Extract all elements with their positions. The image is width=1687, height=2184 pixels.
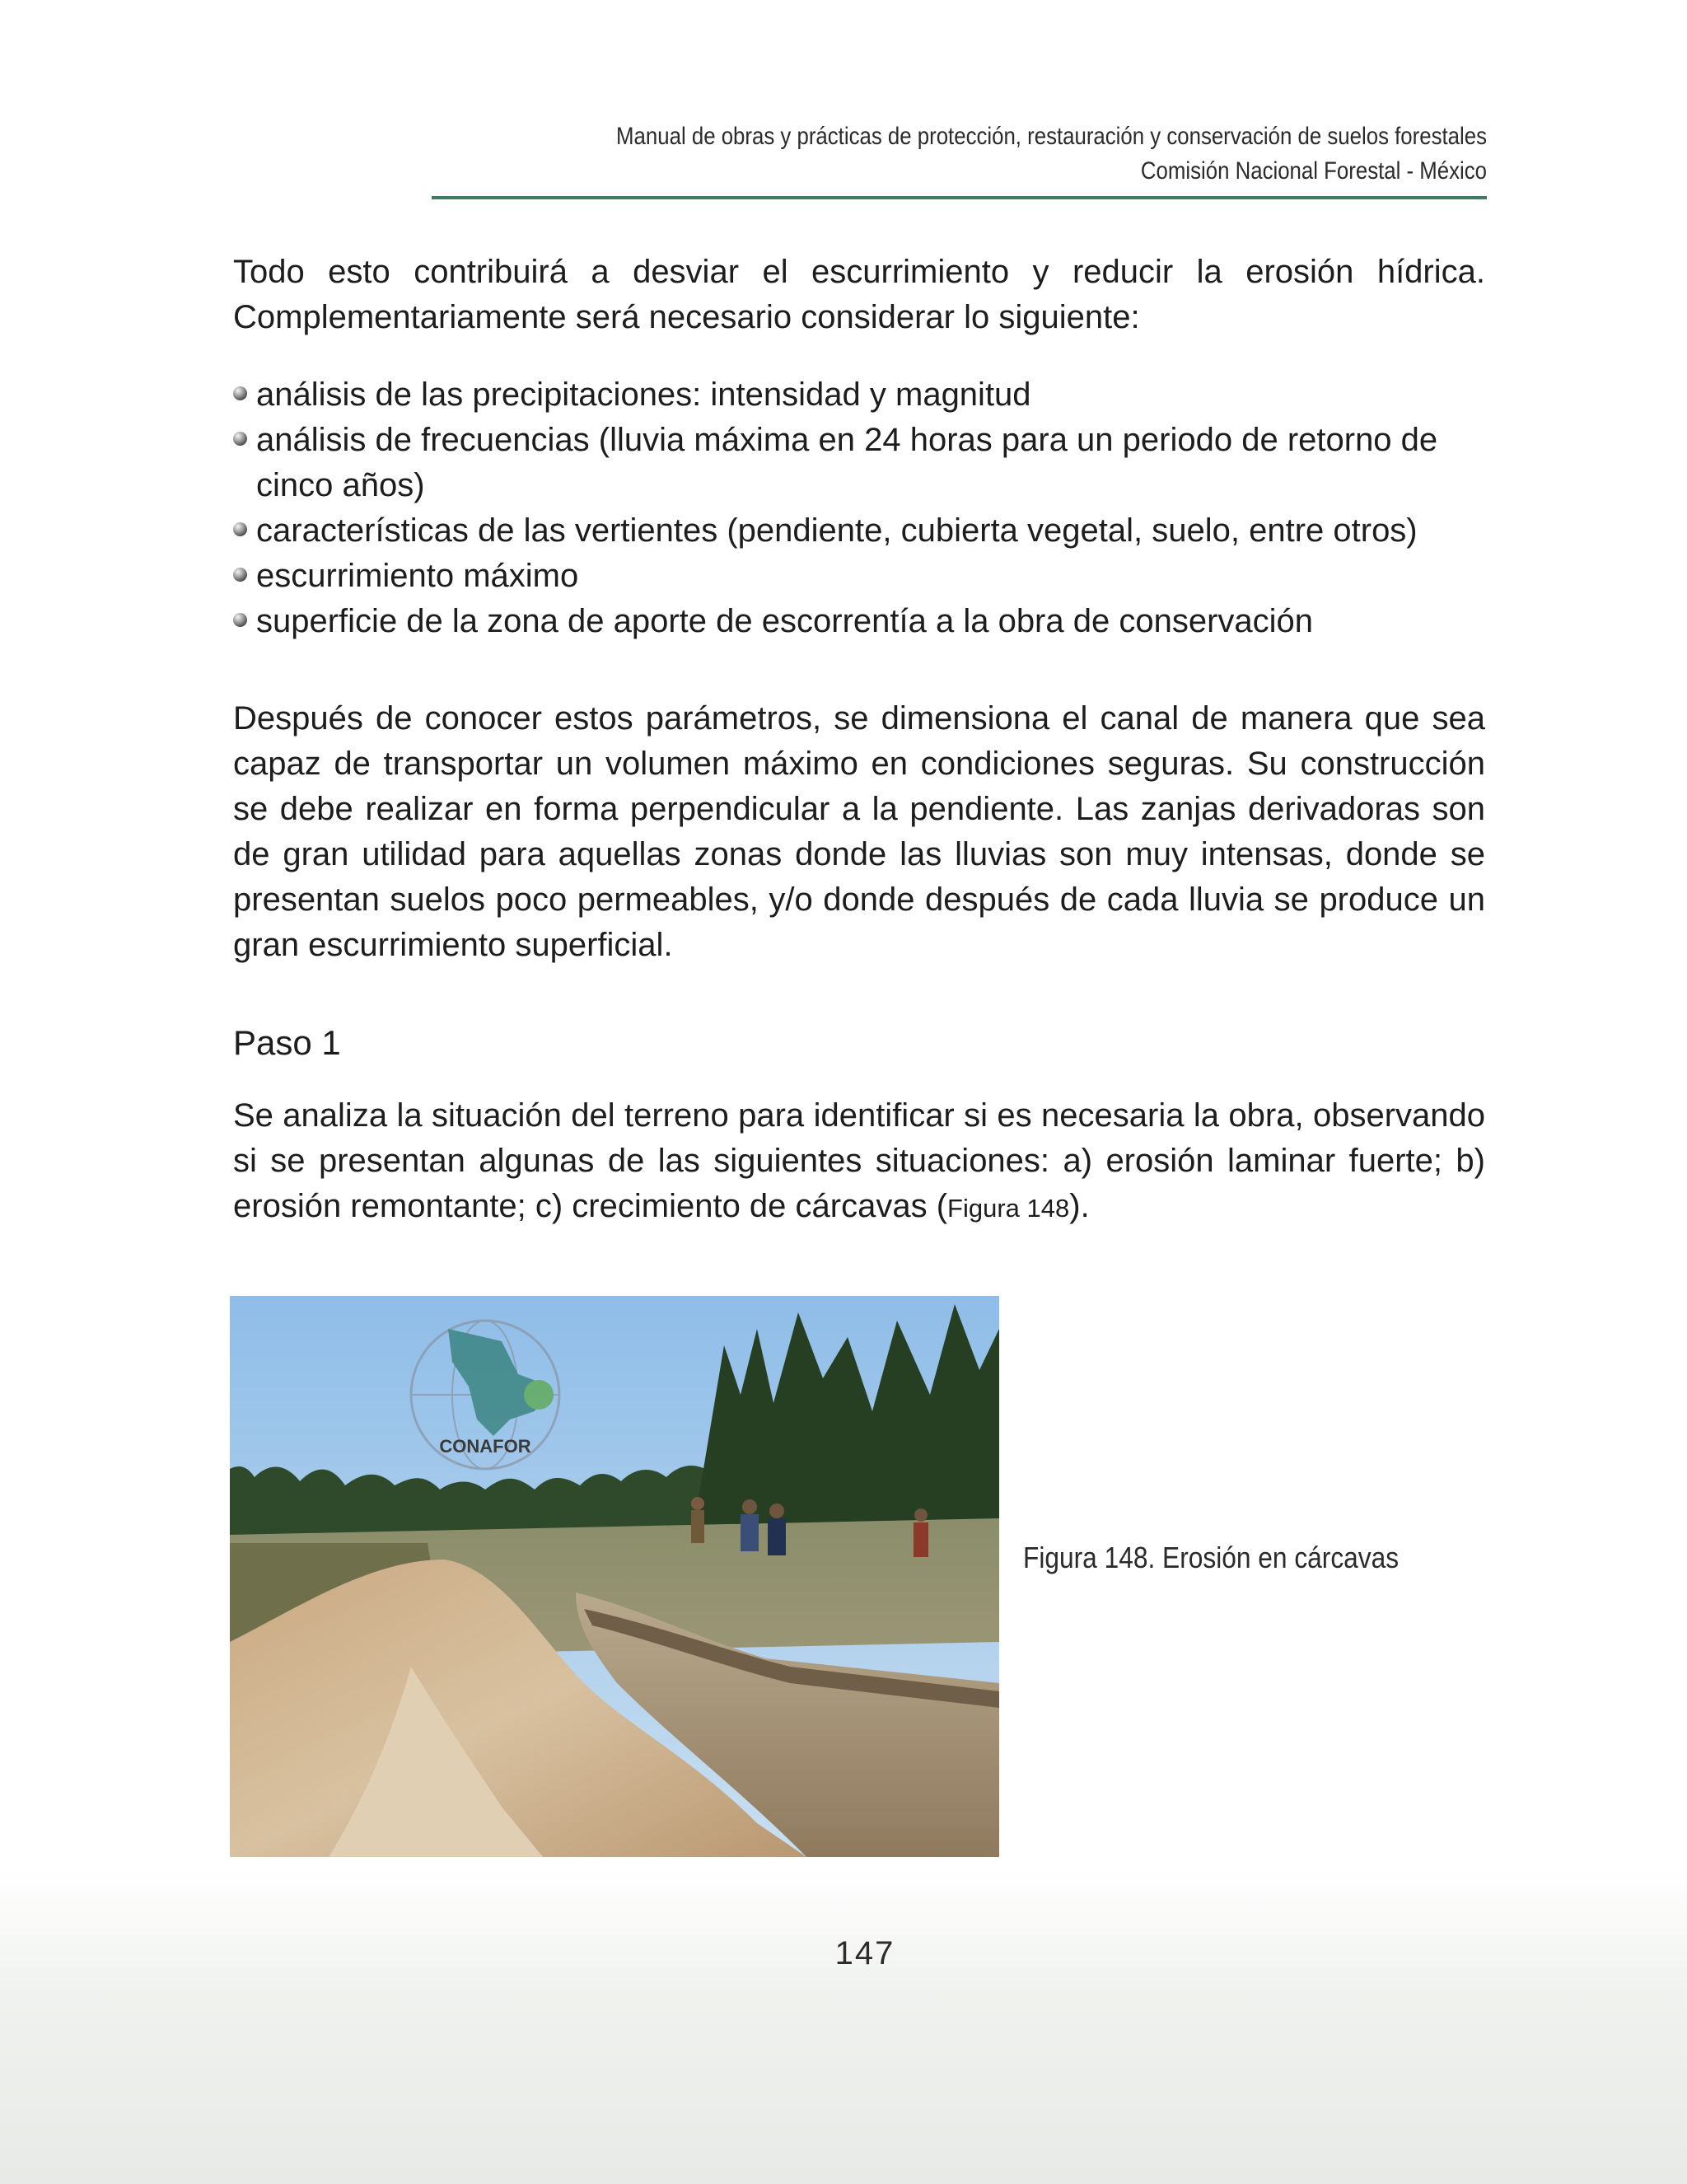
list-item (233, 372, 1485, 418)
figure-caption: Figura 148. Erosión en cárcavas (1023, 1541, 1400, 1574)
bullet-icon (233, 432, 247, 446)
bullet-icon (233, 386, 247, 400)
step-paragraph (233, 1093, 1485, 1231)
list-item-text: superficie de la zona de aporte de escorrentía a la obra de conservación (256, 603, 1314, 639)
bullet-icon (233, 522, 247, 536)
figure-reference: Figura 148 (947, 1194, 1070, 1223)
list-item (233, 599, 1485, 644)
header-manual-title: Manual de obras y prácticas de protección, restauración y conservación de suelos forestales (616, 123, 1487, 150)
intro-paragraph: Todo esto contribuirá a desviar el escurrimiento y reducir la erosión hídrica. Complementariamente será necesario considerar lo siguiente: (233, 254, 1485, 335)
page-number: 147 (834, 1935, 895, 1971)
list-item-text: análisis de frecuencias (lluvia máxima en 24 horas para un periodo de retorno de cinco años) (256, 422, 1438, 503)
step-text-end: ). (1069, 1188, 1090, 1224)
step-text: Se analiza la situación del terreno para identificar si es necesaria la obra, observando si se presentan algunas de las siguientes situaciones: a) erosión laminar fuerte; b) erosión remontante; c) crecimiento de cárcavas ( (233, 1097, 1485, 1224)
list-item-text: análisis de las precipitaciones: intensidad y magnitud (256, 376, 1031, 413)
list-item-text: escurrimiento máximo (256, 558, 579, 594)
list-item (233, 554, 1485, 599)
bullet-icon (233, 568, 247, 582)
header-rule (432, 196, 1487, 199)
step-heading: Paso 1 (233, 1023, 341, 1062)
header-institution: Comisión Nacional Forestal - México (1140, 157, 1487, 185)
bullet-icon (233, 613, 247, 627)
running-header (577, 119, 1487, 189)
list-item-text: características de las vertientes (pendiente, cubierta vegetal, suelo, entre otros) (256, 512, 1418, 549)
watermark-text: CONAFOR (439, 1436, 531, 1457)
gully-erosion-photo (230, 1296, 999, 1857)
list-item (233, 508, 1485, 554)
list-item (233, 418, 1485, 508)
parameters-paragraph: Después de conocer estos parámetros, se dimensiona el canal de manera que sea capaz de transportar un volumen máximo en condiciones seguras. Su construcción se debe realizar en forma perpendicular a la pendiente. Las zanjas derivadoras son de gran utilidad para aquellas zonas donde las lluvias son muy intensas, donde se presentan suelos poco permeables, y/o donde después de cada lluvia se produce un gran escurrimiento superficial. (233, 700, 1485, 963)
considerations-list (233, 372, 1485, 644)
